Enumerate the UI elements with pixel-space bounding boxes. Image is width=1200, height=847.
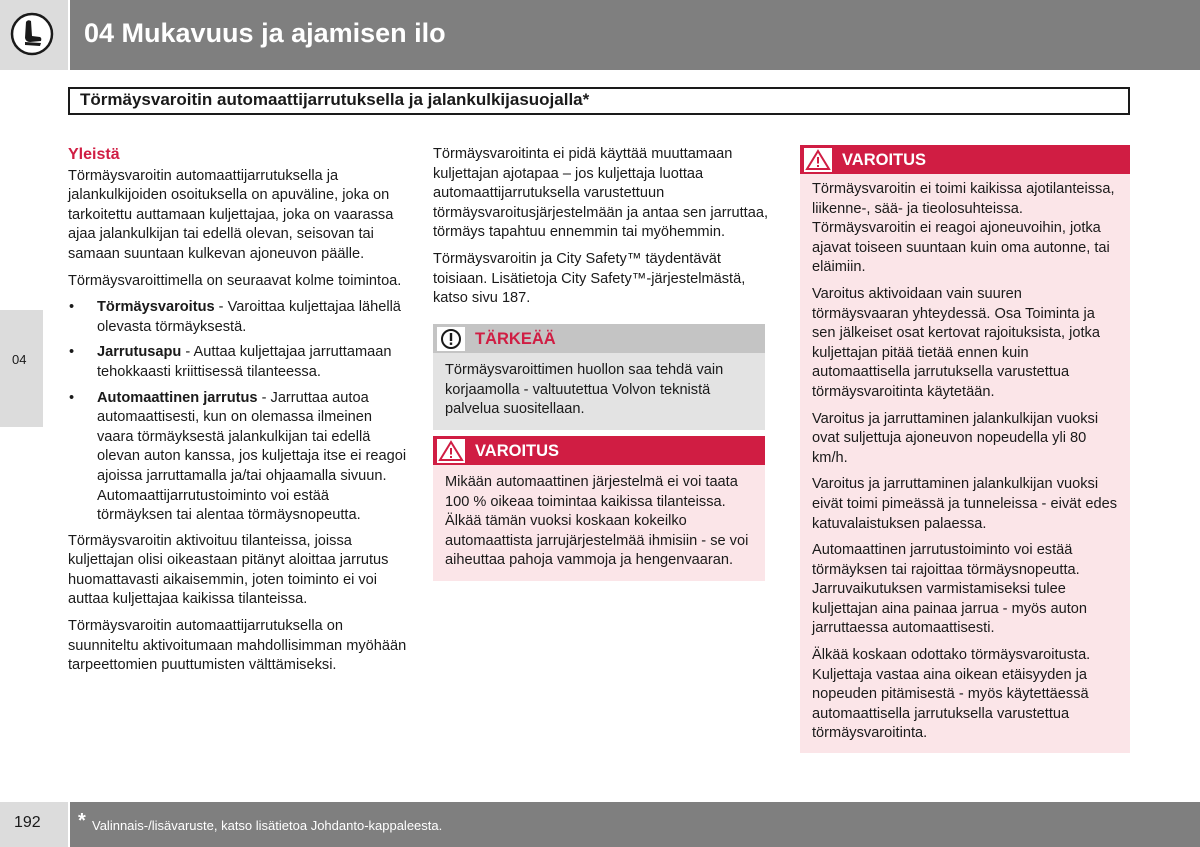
warning-box-column-3: [800, 145, 1130, 753]
important-label: TÄRKEÄÄ: [475, 330, 556, 348]
warning-body: [433, 465, 765, 581]
warning-paragraph: Automaattinen jarrutustoiminto voi estää törmäyksen tai rajoittaa törmäysnopeutta. Jarruvaikutuksen varmistamiseksi tulee kuljettajan aina painaa jarrua - myös auton jarruttaessa automaattisesti.: [812, 542, 1088, 637]
bullet-item: [68, 298, 408, 337]
warning-paragraph: Varoitus aktivoidaan vain suuren törmäysvaaran yhteydessä. Osa Toiminta ja sen jälkeiset osat kertovat rajoituksista, jotka kuljettajan pitää tietää ennen kuin automaattisella jarrutuksella varustettua törmäysvaroitinta käytetään.: [812, 285, 1100, 400]
warning-text: Mikään automaattinen järjestelmä ei voi taata 100 % oikeaa toimintaa kaikissa tilanteissa. Älkää tämän vuoksi koskaan kokeilko automaattista jarrujärjestelmää ihmisiin - se voi aiheuttaa pahoja vammoja ja hengenvaaran.: [445, 474, 749, 569]
warning-header: [800, 145, 1130, 174]
warning-header: [433, 436, 765, 465]
warning-box: [433, 436, 765, 581]
intro-paragraph: Törmäysvaroitin automaattijarrutuksella ja jalankulkijoiden osoituksella on apuväline, joka on tarkoitettu auttamaan kuljettajaa, joka on vaarassa ajaa jalankulkijan tai edellä olevan, seisovan tai samaan suuntaan kulkevan ajoneuvon päälle.: [68, 167, 394, 262]
bullet-text: - Jarruttaa autoa automaattisesti, kun on olemassa ilmeinen vaara törmäyksestä jalankulkijan tai edellä olevan auton kanssa, jos kuljettaja itse ei reagoi ajoissa jarruttamalla ja/tai ohjaamalla sivuun. Automaattijarrutustoiminto voi estää törmäyksen tai alentaa törmäysnopeutta.: [97, 389, 407, 524]
activation-paragraph: Törmäysvaroitin aktivoituu tilanteissa, joissa kuljettajan olisi oikeastaan pitänyt aloittaa jarrutus huomattavasti aikaisemmin, joten toiminto ei voi auttaa kuljettajaa kaikissa tilanteissa.: [68, 532, 389, 608]
bullet-text: - Auttaa kuljettajaa jarruttamaan tehokkaasti kriittisessä tilanteessa.: [97, 344, 392, 380]
subheading: Yleistä: [68, 146, 120, 163]
seat-icon: [10, 12, 54, 56]
warning-label: VAROITUS: [842, 151, 927, 169]
warning-paragraph: Varoitus ja jarruttaminen jalankulkijan vuoksi ovat suljettuja ajoneuvon nopeudella yli 80 km/h.: [812, 410, 1099, 466]
bullet-item: [68, 343, 408, 382]
bullet-icon: •: [69, 344, 75, 361]
bullet-term: Jarrutusapu: [97, 344, 182, 361]
bullet-icon: •: [69, 389, 75, 406]
section-title: Törmäysvaroitin automaattijarrutuksella ja jalankulkijasuojalla*: [80, 90, 590, 109]
warning-triangle-icon: [437, 439, 465, 463]
page-number: 192: [14, 814, 41, 831]
warning-triangle-icon: [804, 148, 832, 172]
warning-paragraph: Törmäysvaroitin ei toimi kaikissa ajotilanteissa, liikenne-, sää- ja tieolosuhteissa. Törmäysvaroitin ei reagoi ajoneuvoihin, jotka ajavat toiseen suuntaan kuin oma autonne, tai eläimiin.: [812, 181, 1115, 276]
paragraph: Törmäysvaroitin ja City Safety™ täydentävät toisiaan. Lisätietoja City Safety™-järjestelmästä, katso sivu 187.: [433, 250, 746, 307]
chapter-tab-label: 04: [12, 352, 27, 367]
footnote-text: Valinnais-/lisävaruste, katso lisätietoa Johdanto-kappaleesta.: [92, 818, 443, 833]
footnote-star: *: [78, 810, 86, 832]
warning-paragraph: Älkää koskaan odottako törmäysvaroitusta. Kuljettaja vastaa aina oikean etäisyyden ja nopeuden pitämisestä - myös käytettäessä automaattisella jarrutuksella varustettua törmäysvaroitinta.: [812, 647, 1091, 742]
important-header: [433, 324, 765, 353]
bullet-term: Törmäysvaroitus: [97, 299, 215, 316]
important-box: [433, 324, 765, 430]
bullet-item: [68, 389, 408, 526]
paragraph: Törmäysvaroitinta ei pidä käyttää muuttamaan kuljettajan ajotapaa – jos kuljettaja luottaa automaattijarrutuksella varustettuun törmäysvaroitusjärjestelmään ja antaa sen jarruttaa, törmäys tapahtuu ennemmin tai myöhemmin.: [433, 146, 769, 241]
column-2: [433, 145, 769, 316]
important-body: [433, 353, 765, 430]
bullet-text: - Varoittaa kuljettajaa lähellä olevasta törmäyksestä.: [97, 299, 401, 335]
column-1: [68, 145, 408, 683]
warning-label: VAROITUS: [475, 442, 560, 460]
chapter-tab: [0, 310, 43, 427]
warning-paragraph: Varoitus ja jarruttaminen jalankulkijan vuoksi eivät toimi pimeässä ja tunneleissa - eivät edes katuvalaistuksen palaessa.: [812, 476, 1118, 532]
bullet-icon: •: [69, 299, 75, 316]
design-paragraph: Törmäysvaroitin automaattijarrutuksella on suunniteltu aktivoitumaan mahdollisimman myöhään tarpeettomien puuttumisten välttämiseksi.: [68, 618, 407, 674]
functions-intro-paragraph: Törmäysvaroittimella on seuraavat kolme toimintoa.: [68, 272, 402, 289]
bullet-term: Automaattinen jarrutus: [97, 389, 258, 406]
chapter-title: 04 Mukavuus ja ajamisen ilo: [84, 18, 446, 48]
important-text: Törmäysvaroittimen huollon saa tehdä vain korjaamolla - valtuutettua Volvon teknistä palvelua suositellaan.: [445, 362, 724, 418]
exclamation-icon: [437, 327, 465, 351]
warning-body: [800, 174, 1130, 753]
